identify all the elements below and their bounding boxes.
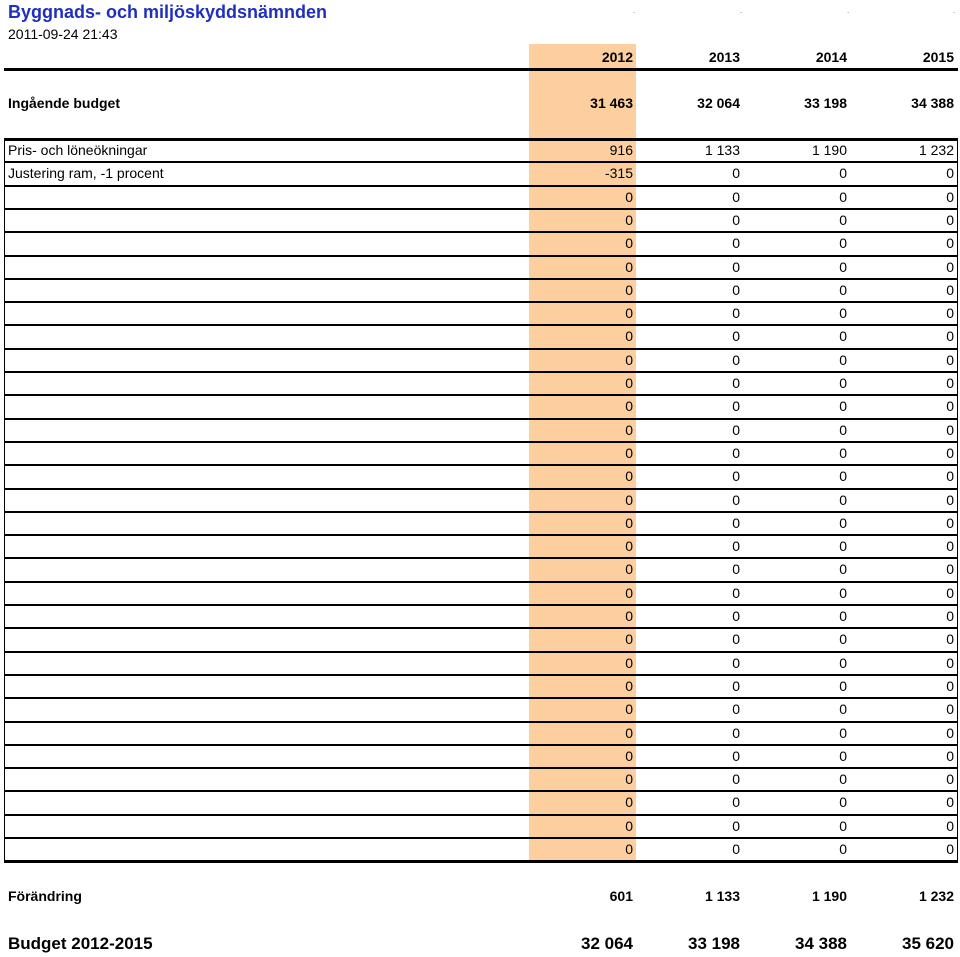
header-rule (4, 68, 958, 71)
cell-value: 0 (839, 538, 847, 555)
cell-value: 0 (732, 747, 740, 764)
cell-value: 0 (625, 794, 633, 811)
cell-value: 1 133 (704, 888, 740, 904)
table-row (4, 745, 958, 768)
cell-value: 0 (839, 211, 847, 228)
cell-value: 0 (625, 188, 633, 205)
cell-value: 0 (839, 724, 847, 741)
cell-value: 0 (625, 561, 633, 578)
cell-value: 0 (839, 421, 847, 438)
cell-value: 0 (625, 491, 633, 508)
table-row (4, 419, 958, 442)
cell-value: 0 (839, 281, 847, 298)
table-row (4, 838, 958, 861)
cell-value: -315 (604, 165, 633, 182)
cell-value: 0 (839, 701, 847, 718)
cell-value: 0 (732, 281, 740, 298)
cell-value: 0 (839, 491, 847, 508)
table-side-border (4, 138, 5, 860)
cell-value: 0 (732, 444, 740, 461)
cell-value: 0 (625, 677, 633, 694)
cell-value: 0 (625, 514, 633, 531)
table-row (4, 349, 958, 372)
cell-value: 0 (946, 305, 954, 322)
table-row (4, 442, 958, 465)
cell-value: 0 (625, 608, 633, 624)
cell-value: 0 (732, 398, 740, 415)
cell-value: 35 620 (902, 934, 954, 953)
table-row (4, 279, 958, 302)
cell-value: 0 (839, 817, 847, 834)
table-row (4, 302, 958, 325)
cell-value: 1 232 (918, 888, 954, 904)
cell-value: 916 (609, 142, 633, 158)
cell-value: 0 (946, 631, 954, 648)
cell-value: 0 (946, 444, 954, 461)
cell-value: 0 (839, 514, 847, 531)
cell-value: 0 (625, 468, 633, 485)
cell-value: 0 (839, 328, 847, 345)
cell-value: 0 (625, 701, 633, 718)
table-row (4, 372, 958, 395)
table-row (4, 675, 958, 698)
table-row (4, 535, 958, 558)
cell-value: 0 (732, 491, 740, 508)
year-header: 2013 (708, 49, 740, 65)
cell-value: 0 (732, 258, 740, 275)
cell-value: 0 (839, 351, 847, 368)
dot-mark: . (633, 6, 636, 15)
year-header: 2014 (815, 49, 847, 65)
cell-value: 0 (839, 608, 847, 624)
cell-value: 0 (946, 771, 954, 788)
cell-value: 0 (946, 747, 954, 764)
year-header: 2012 (601, 49, 633, 65)
cell-value: 0 (839, 444, 847, 461)
cell-value: 0 (946, 677, 954, 694)
table-row (4, 232, 958, 255)
cell-value: 0 (732, 375, 740, 391)
table-row (4, 605, 958, 628)
cell-value: 0 (732, 328, 740, 345)
cell-value: 0 (732, 421, 740, 438)
cell-value: 0 (946, 258, 954, 275)
table-row (4, 186, 958, 209)
cell-value: 0 (625, 538, 633, 555)
cell-value: 0 (625, 328, 633, 345)
table-row (4, 815, 958, 838)
cell-value: 0 (946, 817, 954, 834)
table-row (4, 256, 958, 279)
cell-value: 0 (732, 631, 740, 648)
cell-value: 0 (946, 724, 954, 741)
cell-value: 32 064 (581, 934, 633, 953)
row-label: Ingående budget (8, 95, 120, 111)
table-row (4, 395, 958, 418)
cell-value: 0 (625, 375, 633, 391)
cell-value: 0 (625, 281, 633, 298)
cell-value: 0 (946, 584, 954, 601)
cell-value: 0 (625, 841, 633, 857)
cell-value: 0 (946, 608, 954, 624)
table-row (4, 465, 958, 488)
cell-value: 0 (946, 235, 954, 252)
row-label: Pris- och löneökningar (8, 142, 148, 158)
table-row (4, 628, 958, 651)
cell-value: 0 (732, 584, 740, 601)
table-side-border (957, 138, 958, 860)
cell-value: 1 190 (811, 888, 847, 904)
cell-value: 0 (946, 491, 954, 508)
cell-value: 0 (946, 165, 954, 182)
cell-value: 0 (839, 584, 847, 601)
cell-value: 0 (625, 258, 633, 275)
row-label: Justering ram, -1 procent (8, 165, 164, 182)
cell-value: 0 (839, 841, 847, 857)
cell-value: 0 (839, 468, 847, 485)
table-row (4, 698, 958, 721)
page-title: Byggnads- och miljöskyddsnämnden (8, 2, 328, 22)
table-row (4, 652, 958, 675)
cell-value: 0 (732, 841, 740, 857)
cell-value: 0 (625, 747, 633, 764)
cell-value: 1 190 (811, 142, 847, 158)
timestamp: 2011-09-24 21:43 (8, 26, 118, 42)
cell-value: 0 (625, 771, 633, 788)
cell-value: 0 (732, 817, 740, 834)
cell-value: 33 198 (804, 95, 847, 111)
cell-value: 0 (839, 771, 847, 788)
cell-value: 0 (732, 351, 740, 368)
cell-value: 0 (625, 654, 633, 671)
cell-value: 0 (839, 747, 847, 764)
cell-value: 0 (625, 305, 633, 322)
cell-value: 0 (839, 654, 847, 671)
cell-value: 0 (839, 677, 847, 694)
cell-value: 0 (839, 794, 847, 811)
cell-value: 0 (732, 235, 740, 252)
cell-value: 0 (946, 421, 954, 438)
budget-total-row (4, 931, 958, 957)
cell-value: 0 (625, 444, 633, 461)
cell-value: 0 (732, 165, 740, 182)
cell-value: 0 (732, 538, 740, 555)
cell-value: 34 388 (795, 934, 847, 953)
table-row (4, 722, 958, 745)
cell-value: 0 (732, 468, 740, 485)
cell-value: 0 (625, 817, 633, 834)
cell-value: 0 (732, 561, 740, 578)
cell-value: 0 (625, 724, 633, 741)
table-row (4, 582, 958, 605)
cell-value: 0 (839, 561, 847, 578)
cell-value: 0 (946, 351, 954, 368)
cell-value: 0 (732, 305, 740, 322)
change-row (4, 885, 958, 908)
cell-value: 0 (625, 398, 633, 415)
cell-value: 1 232 (918, 142, 954, 158)
cell-value: 0 (839, 631, 847, 648)
cell-value: 0 (839, 375, 847, 391)
table-row (4, 325, 958, 348)
cell-value: 31 463 (590, 95, 633, 111)
cell-value: 0 (732, 701, 740, 718)
cell-value: 0 (732, 677, 740, 694)
cell-value: 0 (946, 701, 954, 718)
cell-value: 0 (625, 631, 633, 648)
cell-value: 0 (625, 351, 633, 368)
cell-value: 0 (946, 375, 954, 391)
cell-value: 0 (946, 841, 954, 857)
table-bottom-rule (4, 860, 958, 863)
cell-value: 0 (625, 584, 633, 601)
cell-value: 0 (839, 235, 847, 252)
table-row (4, 162, 958, 185)
row-label: Förändring (8, 888, 82, 904)
cell-value: 0 (946, 654, 954, 671)
cell-value: 0 (625, 421, 633, 438)
cell-value: 0 (946, 468, 954, 485)
cell-value: 1 133 (704, 142, 740, 158)
dot-mark: . (953, 6, 956, 15)
cell-value: 0 (625, 211, 633, 228)
cell-value: 0 (732, 514, 740, 531)
cell-value: 0 (946, 514, 954, 531)
cell-value: 0 (839, 165, 847, 182)
cell-value: 34 388 (911, 95, 954, 111)
cell-value: 33 198 (688, 934, 740, 953)
cell-value: 601 (609, 888, 633, 904)
table-row (4, 791, 958, 814)
year-header-row (4, 46, 958, 69)
cell-value: 0 (946, 561, 954, 578)
cell-value: 0 (946, 538, 954, 555)
cell-value: 0 (946, 188, 954, 205)
cell-value: 0 (946, 211, 954, 228)
cell-value: 0 (946, 281, 954, 298)
dot-mark: . (740, 6, 743, 15)
cell-value: 0 (732, 608, 740, 624)
cell-value: 0 (839, 305, 847, 322)
row-label: Budget 2012-2015 (8, 934, 153, 953)
cell-value: 0 (839, 258, 847, 275)
cell-value: 32 064 (697, 95, 740, 111)
table-row (4, 558, 958, 581)
cell-value: 0 (946, 398, 954, 415)
cell-value: 0 (732, 211, 740, 228)
table-row (4, 139, 958, 162)
year-header: 2015 (922, 49, 954, 65)
cell-value: 0 (946, 794, 954, 811)
table-row (4, 768, 958, 791)
cell-value: 0 (732, 771, 740, 788)
dot-mark: . (847, 6, 850, 15)
table-row (4, 489, 958, 512)
cell-value: 0 (625, 235, 633, 252)
cell-value: 0 (839, 188, 847, 205)
cell-value: 0 (732, 794, 740, 811)
cell-value: 0 (732, 724, 740, 741)
table-row (4, 512, 958, 535)
opening-budget-row (4, 92, 958, 115)
table-row (4, 209, 958, 232)
cell-value: 0 (946, 328, 954, 345)
cell-value: 0 (839, 398, 847, 415)
cell-value: 0 (732, 654, 740, 671)
cell-value: 0 (732, 188, 740, 205)
